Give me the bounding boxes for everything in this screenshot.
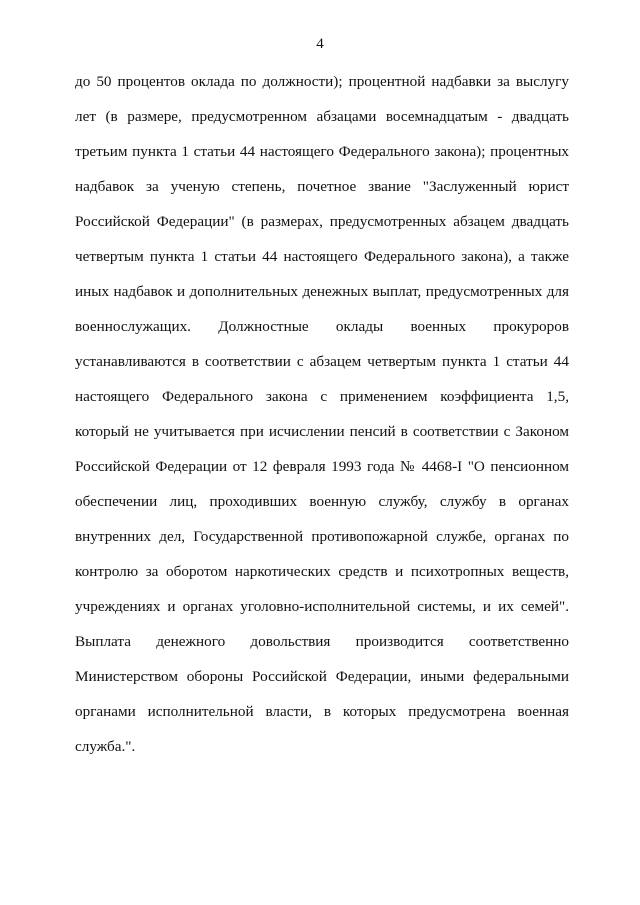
text-line: настоящего Федерального закона с применением коэффициента 1,5, [75, 388, 569, 405]
text-line: иных надбавок и дополнительных денежных выплат, предусмотренных для [75, 283, 569, 300]
text-line: четвертым пункта 1 статьи 44 настоящего Федерального закона), а также [75, 248, 569, 265]
text-line: Российской Федерации от 12 февраля 1993 года № 4468-I "О пенсионном [75, 458, 569, 475]
text-line: устанавливаются в соответствии с абзацем четвертым пункта 1 статьи 44 [75, 353, 569, 370]
text-line: лет (в размере, предусмотренном абзацами восемнадцатым - двадцать [75, 108, 569, 125]
text-line: третьим пункта 1 статьи 44 настоящего Федерального закона); процентных [75, 143, 569, 160]
text-line: Выплата денежного довольствия производится соответственно [75, 633, 569, 650]
text-line: обеспечении лиц, проходивших военную службу, службу в органах [75, 493, 569, 510]
text-line: надбавок за ученую степень, почетное звание "Заслуженный юрист [75, 178, 569, 195]
page-number: 4 [316, 36, 324, 52]
body-text [75, 64, 569, 764]
text-line: служба.". [75, 738, 136, 755]
text-line: органами исполнительной власти, в которых предусмотрена военная [75, 703, 569, 720]
text-line: контролю за оборотом наркотических средств и психотропных веществ, [75, 563, 569, 580]
text-line: Российской Федерации" (в размерах, предусмотренных абзацем двадцать [75, 213, 569, 230]
text-line: Министерством обороны Российской Федерации, иными федеральными [75, 668, 569, 685]
text-line: внутренних дел, Государственной противопожарной службе, органах по [75, 528, 569, 545]
text-line: до 50 процентов оклада по должности); процентной надбавки за выслугу [75, 73, 569, 90]
text-line: военнослужащих. Должностные оклады военных прокуроров [75, 318, 569, 335]
text-line: учреждениях и органах уголовно-исполнительной системы, и их семей". [75, 598, 569, 615]
text-line: который не учитывается при исчислении пенсий в соответствии с Законом [75, 423, 569, 440]
